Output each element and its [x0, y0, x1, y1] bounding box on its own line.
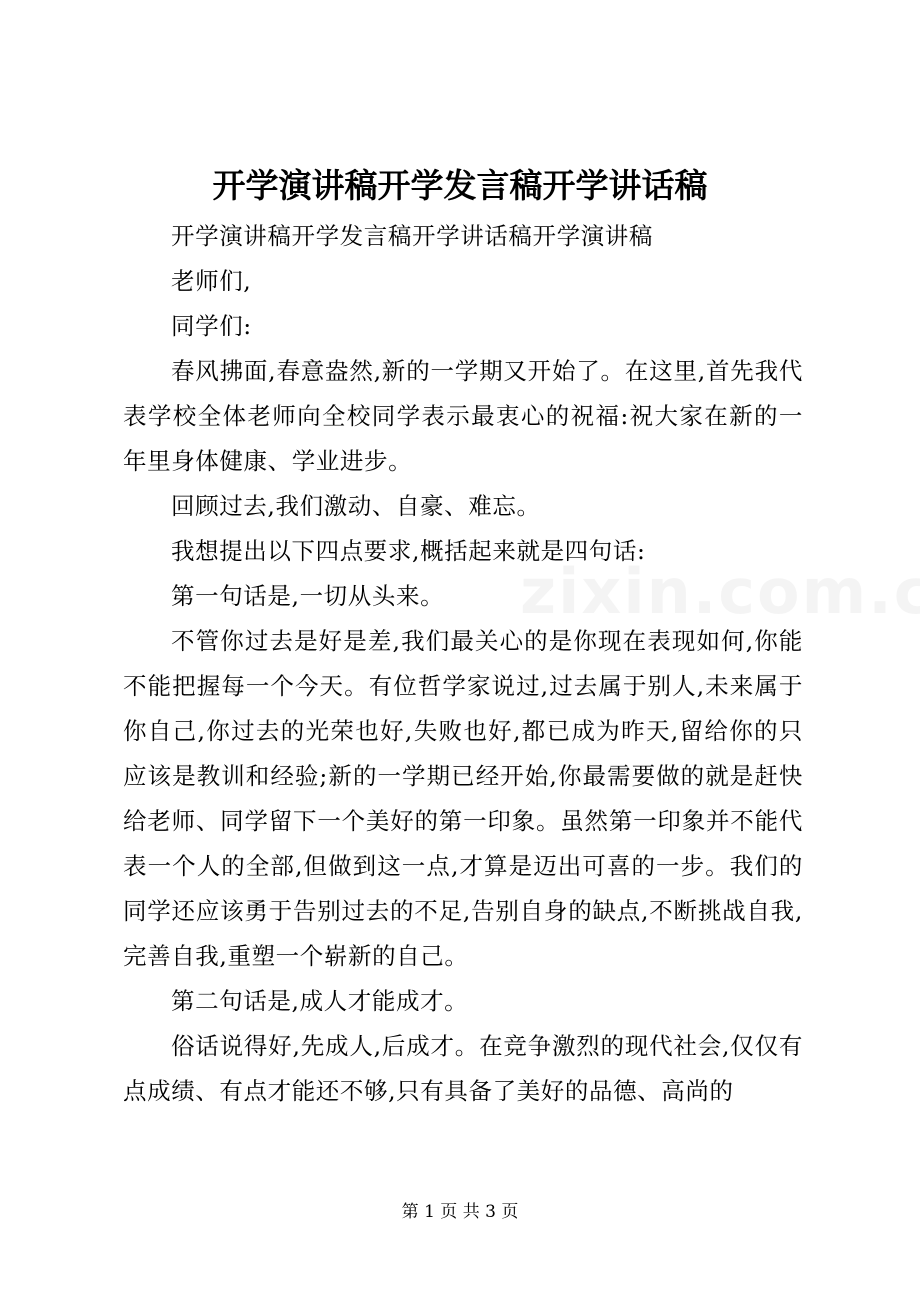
paragraph: 我想提出以下四点要求,概括起来就是四句话: — [171, 537, 646, 565]
page-footer: 第 1 页 共 3 页 — [401, 1202, 519, 1222]
paragraph: 回顾过去,我们激动、自豪、难忘。 — [171, 492, 541, 520]
paragraph: 不管你过去是好是差,我们最关心的是你现在表现如何,你能不能把握每一个今天。有位哲学家说过,过去属于别人,未来属于你自己,你过去的光荣也好,失败也好,都已成为昨天,留给你的只应该是教训和经验;新的一学期已经开始,你最需要做的就是赶快给老师、同学留下一个美好的第一印象。虽然第一印象并不能代表一个人的全部,但做到这一点,才算是迈出可喜的一步。我们的同学还应该勇于告别过去的不足,告别自身的缺点,不断挑战自我,完善自我,重塑一个崭新的自己。 — [123, 627, 803, 970]
paragraph: 俗话说得好,先成人,后成才。在竞争激烈的现代社会,仅仅有点成绩、有点才能还不够,只有具备了美好的品德、高尚的 — [123, 1032, 803, 1105]
paragraph: 老师们, — [171, 267, 252, 295]
paragraph: 同学们: — [171, 312, 252, 340]
paragraph: 第一句话是,一切从头来。 — [171, 582, 445, 610]
document-title: 开学演讲稿开学发言稿开学讲话稿 — [212, 166, 708, 205]
paragraph: 春风拂面,春意盎然,新的一学期又开始了。在这里,首先我代表学校全体老师向全校同学表示最衷心的祝福:祝大家在新的一年里身体健康、学业进步。 — [123, 357, 803, 475]
paragraph: 开学演讲稿开学发言稿开学讲话稿开学演讲稿 — [171, 222, 653, 250]
paragraph: 第二句话是,成人才能成才。 — [171, 987, 469, 1015]
document-body — [123, 214, 803, 1114]
